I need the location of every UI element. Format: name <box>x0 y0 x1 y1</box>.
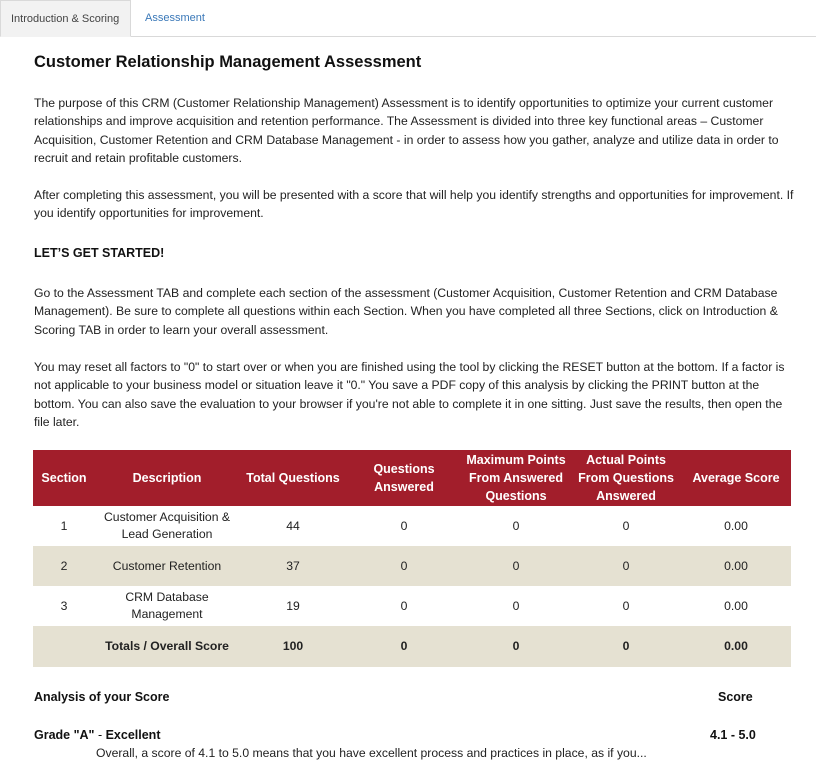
header-questions-answered: Questions Answered <box>347 450 461 506</box>
cell-actual-points: 0 <box>571 506 681 546</box>
cell-actual-points: 0 <box>571 586 681 626</box>
cell-actual-points: 0 <box>571 546 681 586</box>
cell-total-questions: 19 <box>239 586 347 626</box>
grade-a-range: 4.1 - 5.0 <box>710 728 756 742</box>
score-table <box>33 450 791 667</box>
cell-totals-label: Totals / Overall Score <box>95 626 239 667</box>
cell-section: 3 <box>33 586 95 626</box>
header-total-questions: Total Questions <box>239 450 347 506</box>
cell-max-points: 0 <box>461 506 571 546</box>
cell-description: CRM Database Management <box>95 586 239 626</box>
table-row <box>33 546 791 586</box>
cell-questions-answered: 0 <box>347 626 461 667</box>
cell-average-score: 0.00 <box>681 586 791 626</box>
grade-a-explanation: Overall, a score of 4.1 to 5.0 means that you have excellent process and practices in place, as if you... <box>96 746 647 760</box>
tab-bar <box>0 0 816 37</box>
page-title: Customer Relationship Management Assessment <box>34 53 422 71</box>
score-column-heading: Score <box>718 690 753 704</box>
cell-section: 1 <box>33 506 95 546</box>
cell-average-score: 0.00 <box>681 506 791 546</box>
cell-questions-answered: 0 <box>347 586 461 626</box>
reset-print-paragraph: You may reset all factors to "0" to start over or when you are finished using the tool by clicking the RESET button at the bottom. If a factor is not applicable to your business model or situation leave it "0." You save a PDF copy of this analysis by clicking the PRINT button at the bottom. You can also save the evaluation to your browser if you're not able to complete it in one sitting. Just save the results, then open the file later. <box>34 360 785 429</box>
cell-questions-answered: 0 <box>347 546 461 586</box>
cell-section <box>33 626 95 667</box>
tab-assessment[interactable]: Assessment <box>145 12 205 24</box>
grade-name: Grade "A" <box>34 728 95 742</box>
header-actual-points: Actual Points From Questions Answered <box>571 450 681 506</box>
header-description: Description <box>95 450 239 506</box>
header-section: Section <box>33 450 95 506</box>
cell-max-points: 0 <box>461 546 571 586</box>
cell-max-points: 0 <box>461 626 571 667</box>
header-average-score: Average Score <box>681 450 791 506</box>
grade-description: Excellent <box>105 728 161 742</box>
get-started-heading: LET’S GET STARTED! <box>34 246 165 260</box>
purpose-paragraph: The purpose of this CRM (Customer Relationship Management) Assessment is to identify opportunities to optimize your current customer relationships and improve acquisition and retention performance. The Assessment is divided into three key functional areas – Customer Acquisition, Customer Retention and CRM Database Management - in order to assess how you gather, analyze and utilize data in order to recruit and retain profitable customers. <box>34 96 779 165</box>
cell-actual-points: 0 <box>571 626 681 667</box>
header-max-points: Maximum Points From Answered Questions <box>461 450 571 506</box>
cell-max-points: 0 <box>461 586 571 626</box>
cell-section: 2 <box>33 546 95 586</box>
tab-introduction-scoring[interactable]: Introduction & Scoring <box>0 0 131 37</box>
cell-total-questions: 44 <box>239 506 347 546</box>
totals-row <box>33 626 791 667</box>
table-row <box>33 506 791 546</box>
table-header-row <box>33 450 791 506</box>
cell-total-questions: 100 <box>239 626 347 667</box>
cell-questions-answered: 0 <box>347 506 461 546</box>
cell-description: Customer Acquisition & Lead Generation <box>95 506 239 546</box>
table-row <box>33 586 791 626</box>
cell-total-questions: 37 <box>239 546 347 586</box>
score-paragraph: After completing this assessment, you will be presented with a score that will help you identify strengths and opportunities for improvement. If you identify opportunities for improvement. <box>34 188 794 221</box>
grade-separator: - <box>94 728 106 742</box>
cell-average-score: 0.00 <box>681 546 791 586</box>
grade-a-label <box>34 728 160 742</box>
instructions-paragraph: Go to the Assessment TAB and complete each section of the assessment (Customer Acquisition, Customer Retention and CRM Database Management). Be sure to complete all questions within each Section. When you have completed all three Sections, click on Introduction & Scoring TAB in order to learn your overall assessment. <box>34 286 778 337</box>
cell-average-score: 0.00 <box>681 626 791 667</box>
cell-description: Customer Retention <box>95 546 239 586</box>
analysis-heading: Analysis of your Score <box>34 690 170 704</box>
